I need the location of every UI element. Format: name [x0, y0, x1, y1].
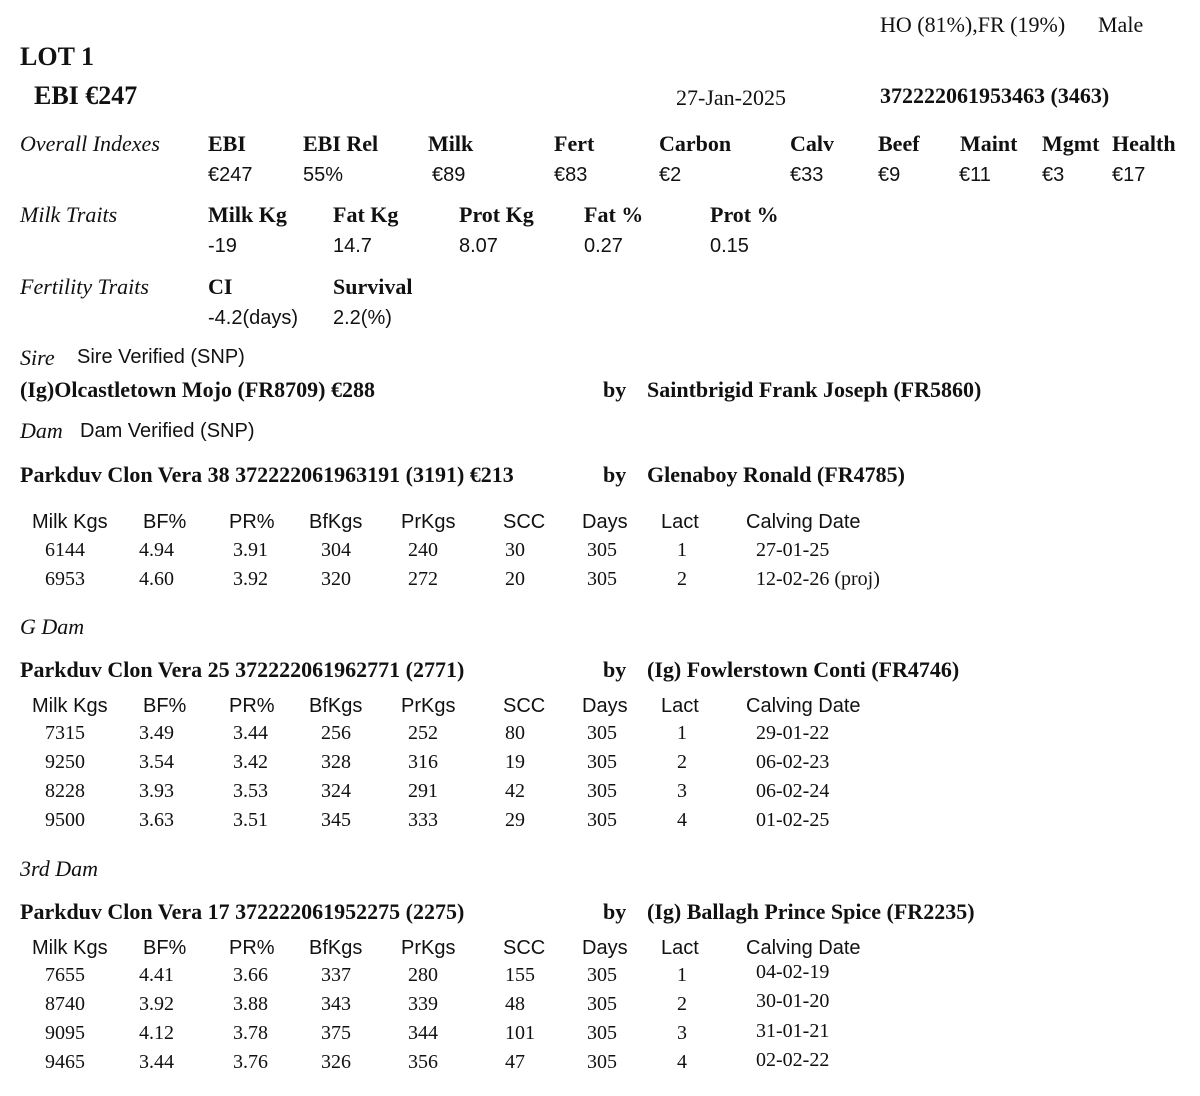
cell-calving-date: 06-02-23 [756, 751, 830, 773]
overall-value-ebi: €247 [208, 164, 253, 186]
overall-header-carbon: Carbon [659, 131, 732, 156]
col-header-prkgs: PrKgs [401, 511, 456, 533]
dam3-by: by [603, 899, 627, 924]
col-header-days: Days [582, 511, 628, 533]
cell-prkgs: 356 [408, 1051, 438, 1073]
cell-milk-kgs: 8740 [45, 993, 85, 1015]
cell-lact: 2 [677, 751, 687, 773]
sex-label: Male [1098, 12, 1144, 37]
col-header-calving-date: Calving Date [746, 937, 861, 959]
cell-calving-date: 01-02-25 [756, 809, 830, 831]
overall-header-calv: Calv [790, 131, 834, 156]
col-header-pr-pct: PR% [229, 511, 275, 533]
cell-bfkgs: 375 [321, 1022, 351, 1044]
cell-scc: 48 [505, 993, 525, 1015]
cell-bf-pct: 3.49 [139, 722, 174, 744]
cell-pr-pct: 3.92 [233, 568, 268, 590]
cell-days: 305 [587, 539, 617, 561]
breed-composition: HO (81%),FR (19%) [880, 12, 1066, 37]
cell-lact: 3 [677, 780, 687, 802]
overall-value-health: €17 [1112, 164, 1146, 186]
cell-bf-pct: 3.44 [139, 1051, 174, 1073]
gdam-by: by [603, 657, 627, 682]
overall-value-calv: €33 [790, 164, 824, 186]
milk-value-milk-kg: -19 [208, 235, 237, 257]
sire-by: by [603, 377, 627, 402]
cell-days: 305 [587, 993, 617, 1015]
overall-header-ebi-rel: EBI Rel [303, 131, 379, 156]
col-header-scc: SCC [503, 695, 546, 717]
dam-verified: Dam Verified (SNP) [80, 420, 255, 442]
overall-value-milk: €89 [432, 164, 466, 186]
overall-indexes-label: Overall Indexes [20, 131, 160, 156]
cell-pr-pct: 3.91 [233, 539, 268, 561]
cell-scc: 19 [505, 751, 525, 773]
gdam-label: G Dam [20, 614, 85, 639]
cell-prkgs: 272 [408, 568, 438, 590]
cell-milk-kgs: 9250 [45, 751, 85, 773]
cell-prkgs: 344 [408, 1022, 438, 1044]
cell-bfkgs: 256 [321, 722, 351, 744]
milk-traits-label: Milk Traits [20, 202, 118, 227]
cell-pr-pct: 3.78 [233, 1022, 268, 1044]
cell-scc: 80 [505, 722, 525, 744]
col-header-pr-pct: PR% [229, 937, 275, 959]
cell-calving-date: 06-02-24 [756, 780, 830, 802]
cell-bfkgs: 345 [321, 809, 351, 831]
overall-header-beef: Beef [878, 131, 920, 156]
cell-lact: 1 [677, 964, 687, 986]
overall-value-beef: €9 [878, 164, 901, 186]
milk-header-prot-kg: Prot Kg [459, 202, 534, 227]
fertility-header-survival: Survival [333, 274, 413, 299]
sire-label: Sire [20, 345, 55, 370]
gdam-sire: (Ig) Fowlerstown Conti (FR4746) [647, 657, 960, 682]
gdam-name: Parkduv Clon Vera 25 372222061962771 (2771) [20, 657, 465, 682]
cell-bfkgs: 328 [321, 751, 351, 773]
dam-name: Parkduv Clon Vera 38 372222061963191 (3191) €213 [20, 462, 514, 487]
col-header-bf-pct: BF% [143, 511, 187, 533]
cell-bf-pct: 3.54 [139, 751, 174, 773]
col-header-milk-kgs: Milk Kgs [32, 695, 108, 717]
cell-bf-pct: 4.60 [139, 568, 174, 590]
overall-value-mgmt: €3 [1042, 164, 1065, 186]
cell-lact: 2 [677, 568, 687, 590]
overall-header-health: Health [1112, 131, 1176, 156]
cell-prkgs: 333 [408, 809, 438, 831]
cell-milk-kgs: 6144 [45, 539, 85, 561]
milk-value-fat-kg: 14.7 [333, 235, 372, 257]
cell-bfkgs: 343 [321, 993, 351, 1015]
cell-pr-pct: 3.44 [233, 722, 268, 744]
cell-prkgs: 240 [408, 539, 438, 561]
cell-scc: 29 [505, 809, 525, 831]
cell-days: 305 [587, 964, 617, 986]
milk-header-fat-pct: Fat % [584, 202, 644, 227]
col-header-lact: Lact [661, 695, 699, 717]
dam-by: by [603, 462, 627, 487]
cell-calving-date: 12-02-26 (proj) [756, 568, 880, 590]
cell-lact: 1 [677, 722, 687, 744]
col-header-calving-date: Calving Date [746, 511, 861, 533]
overall-header-milk: Milk [428, 131, 474, 156]
overall-value-fert: €83 [554, 164, 588, 186]
cell-milk-kgs: 9500 [45, 809, 85, 831]
cell-milk-kgs: 7315 [45, 722, 85, 744]
fertility-value-survival: 2.2(%) [333, 307, 392, 329]
sire-of-sire: Saintbrigid Frank Joseph (FR5860) [647, 377, 982, 402]
cell-calving-date: 04-02-19 [756, 961, 830, 983]
cell-calving-date: 27-01-25 [756, 539, 830, 561]
cell-pr-pct: 3.76 [233, 1051, 268, 1073]
cell-bf-pct: 4.41 [139, 964, 174, 986]
col-header-days: Days [582, 695, 628, 717]
cell-pr-pct: 3.88 [233, 993, 268, 1015]
cell-milk-kgs: 7655 [45, 964, 85, 986]
cell-bfkgs: 326 [321, 1051, 351, 1073]
cell-prkgs: 291 [408, 780, 438, 802]
milk-header-milk-kg: Milk Kg [208, 202, 287, 227]
cell-prkgs: 316 [408, 751, 438, 773]
cell-bf-pct: 4.12 [139, 1022, 174, 1044]
sire-name: (Ig)Olcastletown Mojo (FR8709) €288 [20, 377, 375, 402]
cell-days: 305 [587, 809, 617, 831]
milk-header-prot-pct: Prot % [710, 202, 779, 227]
overall-value-ebi-rel: 55% [303, 164, 344, 186]
col-header-bf-pct: BF% [143, 937, 187, 959]
overall-value-maint: €11 [959, 164, 991, 186]
cell-lact: 4 [677, 809, 687, 831]
col-header-bfkgs: BfKgs [309, 511, 363, 533]
col-header-lact: Lact [661, 937, 699, 959]
cell-milk-kgs: 9095 [45, 1022, 85, 1044]
lot-title: LOT 1 [20, 42, 94, 71]
milk-value-prot-pct: 0.15 [710, 235, 749, 257]
milk-value-fat-pct: 0.27 [584, 235, 623, 257]
cell-pr-pct: 3.66 [233, 964, 268, 986]
col-header-milk-kgs: Milk Kgs [32, 511, 108, 533]
cell-scc: 42 [505, 780, 525, 802]
col-header-bfkgs: BfKgs [309, 937, 363, 959]
milk-header-fat-kg: Fat Kg [333, 202, 399, 227]
fertility-traits-label: Fertility Traits [20, 274, 149, 299]
overall-header-ebi: EBI [208, 131, 246, 156]
dam3-name: Parkduv Clon Vera 17 372222061952275 (2275) [20, 899, 465, 924]
col-header-bfkgs: BfKgs [309, 695, 363, 717]
dam-sire: Glenaboy Ronald (FR4785) [647, 462, 905, 487]
col-header-bf-pct: BF% [143, 695, 187, 717]
col-header-calving-date: Calving Date [746, 695, 861, 717]
ebi-headline: EBI €247 [34, 81, 138, 110]
col-header-milk-kgs: Milk Kgs [32, 937, 108, 959]
cell-milk-kgs: 9465 [45, 1051, 85, 1073]
cell-milk-kgs: 8228 [45, 780, 85, 802]
cell-prkgs: 280 [408, 964, 438, 986]
cell-scc: 155 [505, 964, 535, 986]
dam3-label: 3rd Dam [20, 856, 99, 881]
cell-lact: 4 [677, 1051, 687, 1073]
overall-header-mgmt: Mgmt [1042, 131, 1100, 156]
cell-bfkgs: 324 [321, 780, 351, 802]
cell-scc: 20 [505, 568, 525, 590]
sire-verified: Sire Verified (SNP) [77, 346, 245, 368]
cell-prkgs: 252 [408, 722, 438, 744]
cell-scc: 47 [505, 1051, 525, 1073]
cell-calving-date: 30-01-20 [756, 990, 830, 1012]
cell-bf-pct: 3.92 [139, 993, 174, 1015]
cell-calving-date: 29-01-22 [756, 722, 830, 744]
fertility-header-ci: CI [208, 274, 233, 299]
cell-bfkgs: 304 [321, 539, 351, 561]
col-header-days: Days [582, 937, 628, 959]
dam3-sire: (Ig) Ballagh Prince Spice (FR2235) [647, 899, 975, 924]
col-header-lact: Lact [661, 511, 699, 533]
cell-pr-pct: 3.53 [233, 780, 268, 802]
cell-days: 305 [587, 722, 617, 744]
col-header-prkgs: PrKgs [401, 937, 456, 959]
cell-lact: 2 [677, 993, 687, 1015]
cell-days: 305 [587, 1022, 617, 1044]
cell-days: 305 [587, 780, 617, 802]
cell-bf-pct: 3.93 [139, 780, 174, 802]
cell-days: 305 [587, 751, 617, 773]
col-header-scc: SCC [503, 511, 546, 533]
cell-scc: 30 [505, 539, 525, 561]
col-header-prkgs: PrKgs [401, 695, 456, 717]
cell-days: 305 [587, 568, 617, 590]
report-date: 27-Jan-2025 [676, 85, 786, 110]
cell-bf-pct: 4.94 [139, 539, 174, 561]
cell-scc: 101 [505, 1022, 535, 1044]
cell-prkgs: 339 [408, 993, 438, 1015]
overall-header-fert: Fert [554, 131, 595, 156]
cell-pr-pct: 3.51 [233, 809, 268, 831]
cell-lact: 1 [677, 539, 687, 561]
fertility-value-ci: -4.2(days) [208, 307, 299, 329]
col-header-scc: SCC [503, 937, 546, 959]
overall-value-carbon: €2 [659, 164, 682, 186]
cell-calving-date: 31-01-21 [756, 1020, 830, 1042]
col-header-pr-pct: PR% [229, 695, 275, 717]
cell-lact: 3 [677, 1022, 687, 1044]
cell-bfkgs: 337 [321, 964, 351, 986]
cell-bf-pct: 3.63 [139, 809, 174, 831]
overall-header-maint: Maint [960, 131, 1018, 156]
cell-calving-date: 02-02-22 [756, 1049, 830, 1071]
animal-tag: 372222061953463 (3463) [880, 83, 1110, 108]
cell-milk-kgs: 6953 [45, 568, 85, 590]
milk-value-prot-kg: 8.07 [459, 235, 498, 257]
cell-days: 305 [587, 1051, 617, 1073]
dam-label: Dam [20, 418, 63, 443]
cell-pr-pct: 3.42 [233, 751, 268, 773]
cell-bfkgs: 320 [321, 568, 351, 590]
